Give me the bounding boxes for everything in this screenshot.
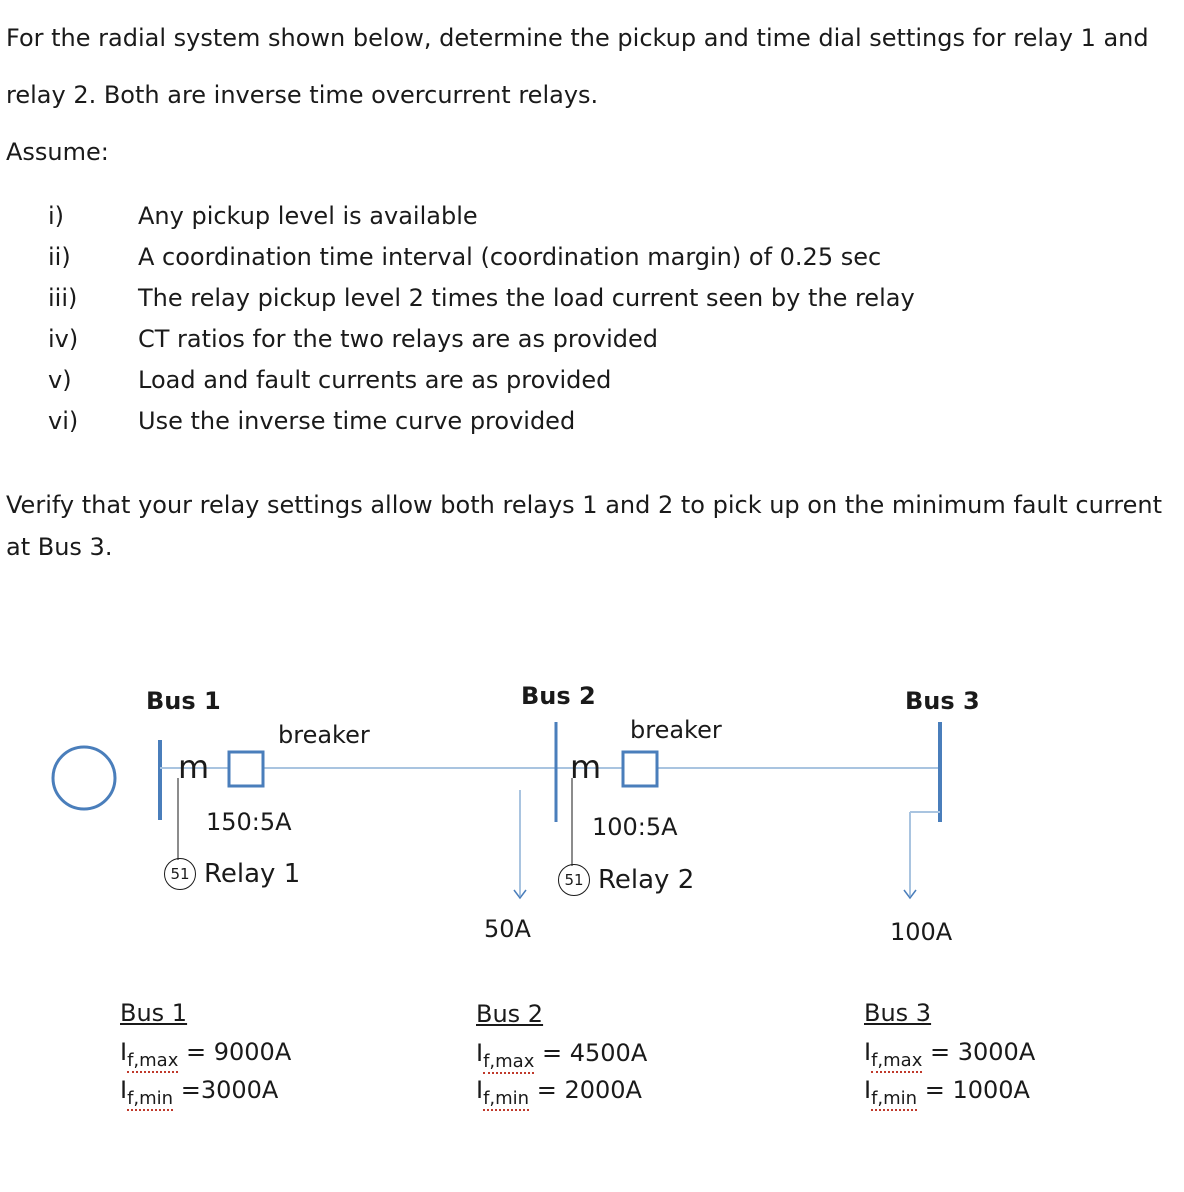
bus-1-label: Bus 1 xyxy=(146,687,221,715)
breaker-2-label: breaker xyxy=(630,716,722,744)
assumption-number: v) xyxy=(48,366,72,394)
assumption-text: A coordination time interval (coordination margin) of 0.25 sec xyxy=(138,243,882,271)
breaker-2-symbol xyxy=(623,752,657,786)
fault-min-current: $I_{f,min} = 1000A$ xyxy=(864,1076,1030,1109)
relay-2 xyxy=(558,864,694,896)
breaker-1-label: breaker xyxy=(278,721,370,749)
fault-max-current: $I_{f,max} = 9000A$ xyxy=(120,1038,292,1071)
ct-2-ratio: 100:5A xyxy=(592,813,678,841)
assumption-text: Load and fault currents are as provided xyxy=(138,366,612,394)
assumption-text: CT ratios for the two relays are as provided xyxy=(138,325,658,353)
assumption-text: The relay pickup level 2 times the load current seen by the relay xyxy=(138,284,915,312)
fault-bus-label: Bus 3 xyxy=(864,999,932,1027)
bus-3-load-current: 100A xyxy=(890,918,953,946)
ct-1-symbol: m xyxy=(178,748,210,786)
relay-1-label: Relay 1 xyxy=(204,859,301,889)
relay-2-device-number: 51 xyxy=(558,864,590,896)
intro-line-1: For the radial system shown below, determine the pickup and time dial settings for relay 1 and xyxy=(6,24,1149,52)
fault-max-current: $I_{f,max} = 3000A$ xyxy=(864,1038,1036,1071)
verify-line-1: Verify that your relay settings allow both relays 1 and 2 to pick up on the minimum fault current xyxy=(6,491,1163,519)
breaker-1-symbol xyxy=(229,752,263,786)
assumption-text: Use the inverse time curve provided xyxy=(138,407,576,435)
verify-line-2: at Bus 3. xyxy=(6,533,113,561)
assumption-number: i) xyxy=(48,202,65,230)
assumption-text: Any pickup level is available xyxy=(138,202,478,230)
ct-2-symbol: m xyxy=(570,748,602,786)
assumption-number: ii) xyxy=(48,243,71,271)
fault-min-current: $I_{f,min} =3000A$ xyxy=(120,1076,279,1109)
generator-symbol xyxy=(53,747,115,809)
assumption-number: iii) xyxy=(48,284,78,312)
fault-min-current: $I_{f,min} = 2000A$ xyxy=(476,1076,642,1109)
fault-max-current: $I_{f,max} = 4500A$ xyxy=(476,1039,648,1072)
intro-line-2: relay 2. Both are inverse time overcurrent relays. xyxy=(6,81,599,109)
bus-2-load-current: 50A xyxy=(484,915,531,943)
relay-1-device-number: 51 xyxy=(164,858,196,890)
assume-heading: Assume: xyxy=(6,138,109,166)
relay-2-label: Relay 2 xyxy=(598,865,695,895)
ct-1-ratio: 150:5A xyxy=(206,808,292,836)
fault-bus-label: Bus 2 xyxy=(476,1000,544,1028)
bus-2-label: Bus 2 xyxy=(521,682,596,710)
bus-3-label: Bus 3 xyxy=(905,687,980,715)
relay-1 xyxy=(164,858,300,890)
fault-bus-label: Bus 1 xyxy=(120,999,188,1027)
assumption-number: vi) xyxy=(48,407,79,435)
assumption-number: iv) xyxy=(48,325,79,353)
